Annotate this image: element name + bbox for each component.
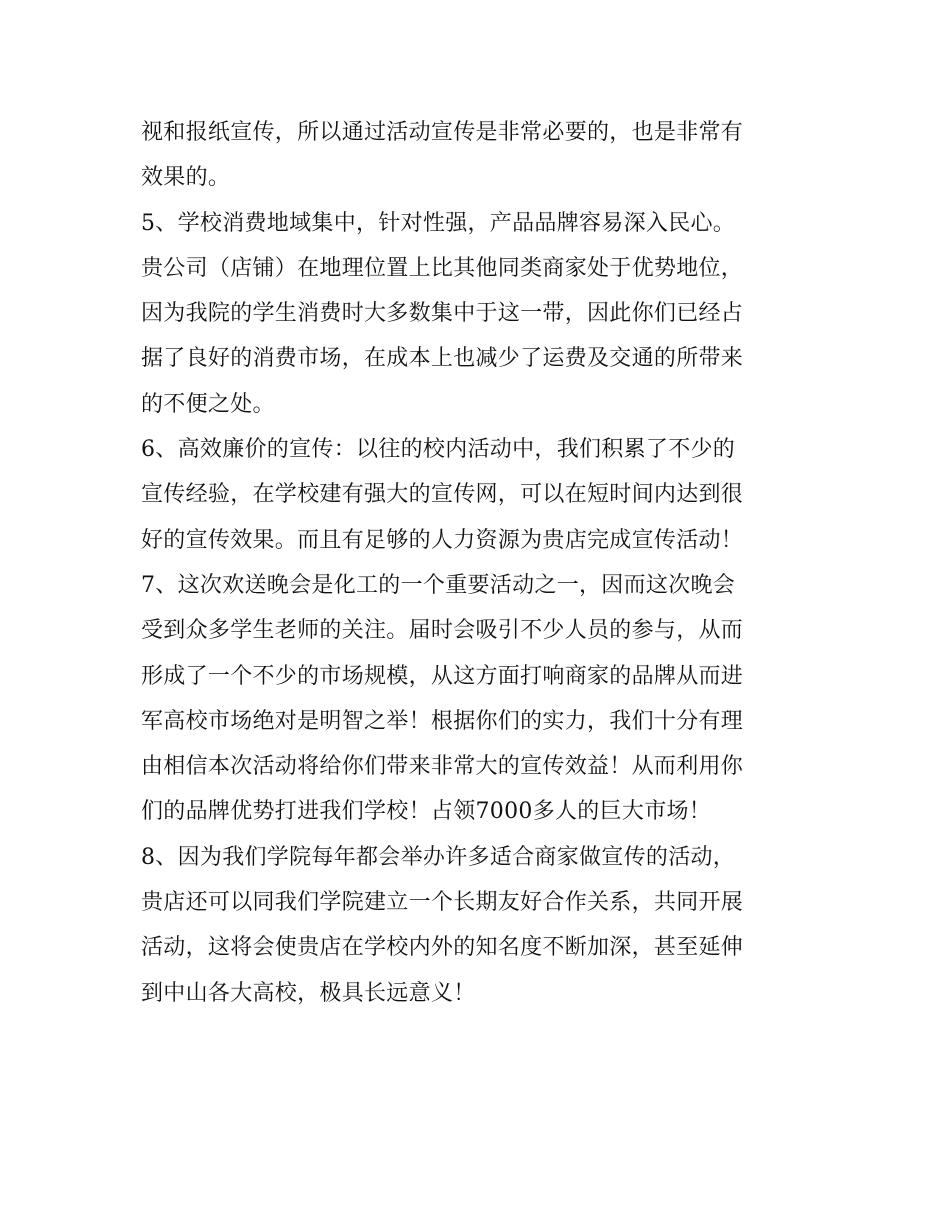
document-body xyxy=(141,110,821,1016)
text-line: 形成了一个不少的市场规模，从这方面打响商家的品牌从而进 xyxy=(141,663,744,689)
text-line: 8、因为我们学院每年都会举办许多适合商家做宣传的活动， xyxy=(141,844,736,870)
text-line: 贵店还可以同我们学院建立一个长期友好合作关系，共同开展 xyxy=(141,890,744,916)
text-line: 受到众多学生老师的关注。届时会吸引不少人员的参与，从而 xyxy=(141,618,744,644)
text-line: 7、这次欢送晚会是化工的一个重要活动之一，因而这次晚会 xyxy=(141,572,736,598)
text-line: 贵公司（店铺）在地理位置上比其他同类商家处于优势地位， xyxy=(141,255,744,281)
text-line: 宣传经验，在学校建有强大的宣传网，可以在短时间内达到很 xyxy=(141,482,744,508)
text-line: 好的宣传效果。而且有足够的人力资源为贵店完成宣传活动！ xyxy=(141,527,744,553)
text-line: 5、学校消费地域集中，针对性强，产品品牌容易深入民心。 xyxy=(141,210,736,236)
text-line: 的不便之处。 xyxy=(141,391,275,417)
text-line: 视和报纸宣传，所以通过活动宣传是非常必要的，也是非常有 xyxy=(141,120,744,145)
text-line: 们的品牌优势打进我们学校！占领7000多人的巨大市场！ xyxy=(141,799,712,825)
text-line: 活动，这将会使贵店在学校内外的知名度不断加深，甚至延伸 xyxy=(141,935,744,961)
text-line: 到中山各大高校，极具长远意义！ xyxy=(141,980,476,1006)
text-line: 因为我院的学生消费时大多数集中于这一带，因此你们已经占 xyxy=(141,301,744,327)
text-line: 军高校市场绝对是明智之举！根据你们的实力，我们十分有理 xyxy=(141,708,744,734)
text-line: 据了良好的消费市场，在成本上也减少了运费及交通的所带来 xyxy=(141,346,744,372)
text-line: 6、高效廉价的宣传：以往的校内活动中，我们积累了不少的 xyxy=(141,437,736,463)
text-line: 由相信本次活动将给你们带来非常大的宣传效益！从而利用你 xyxy=(141,754,744,780)
text-line: 效果的。 xyxy=(141,165,231,191)
